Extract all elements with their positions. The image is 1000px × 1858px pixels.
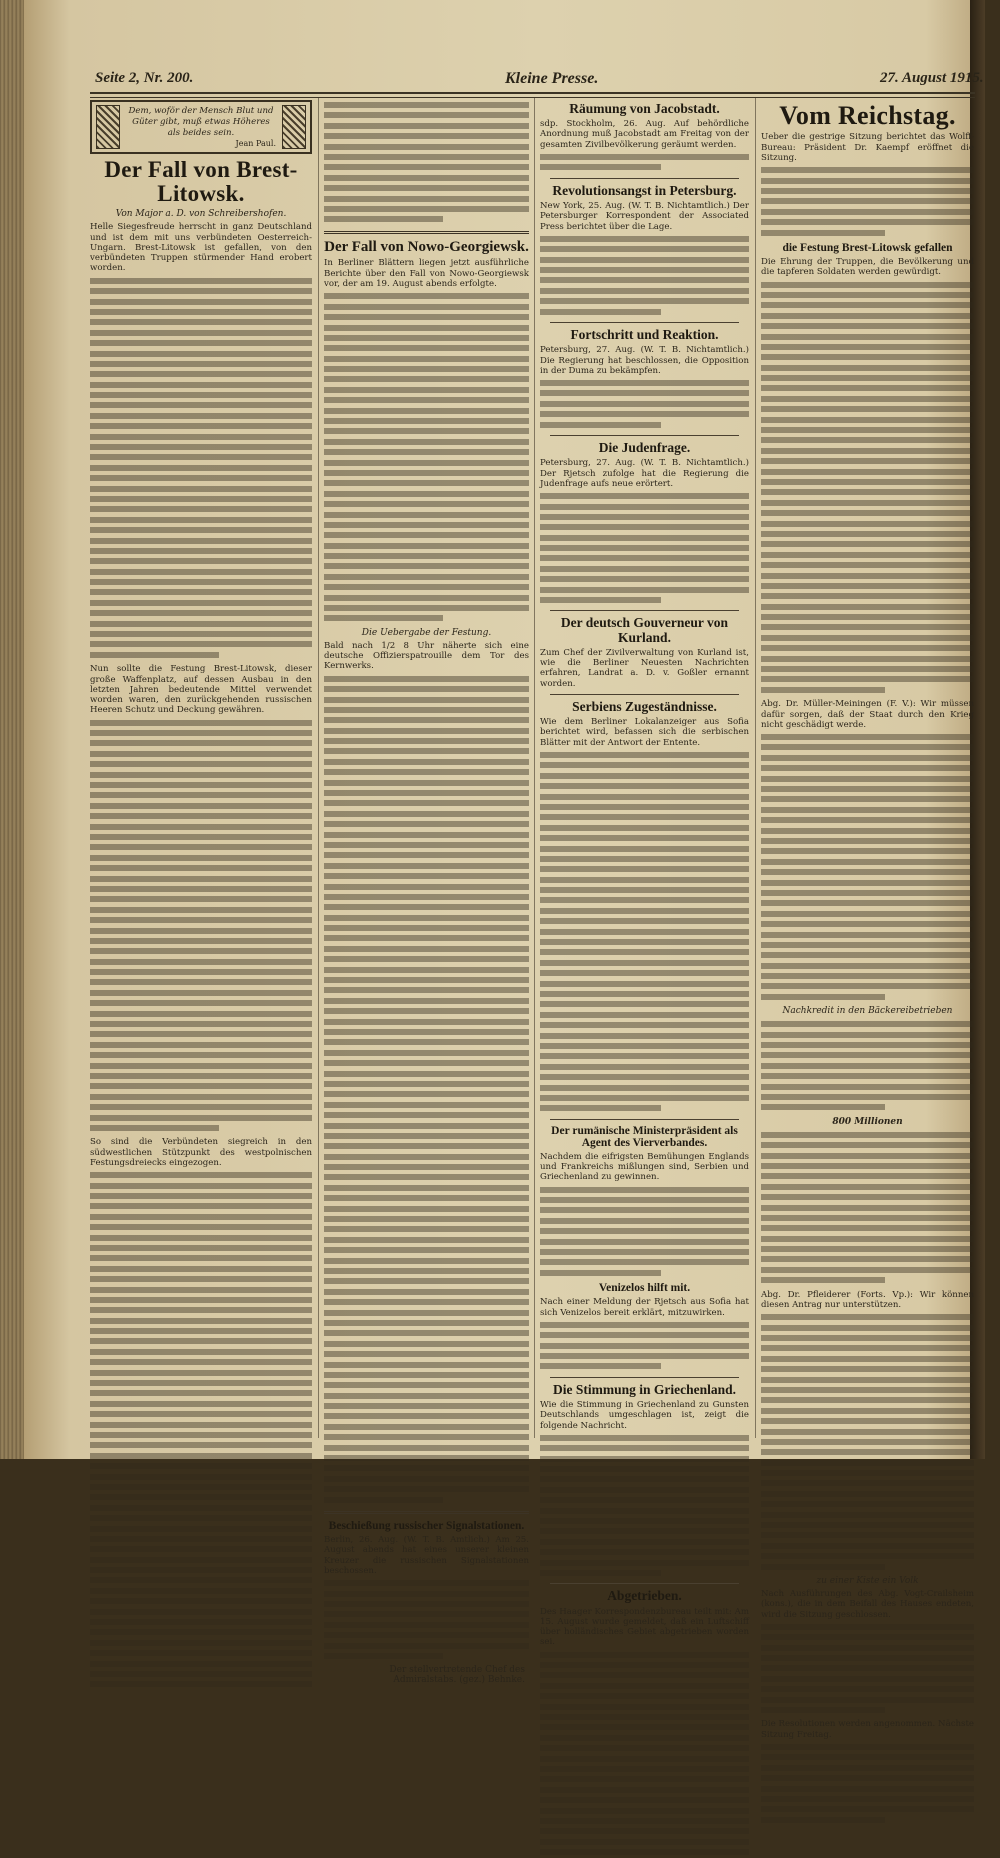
section-separator <box>550 178 739 179</box>
section-separator <box>550 435 739 436</box>
headline-gouverneur-kurland: Der deutsch Gouverneur von Kurland. <box>560 615 729 645</box>
article-paragraph: Nach einer Meldung der Rjetsch aus Sofia hat sich Venizelos bereit erklärt, mitzuwirken. <box>540 1297 749 1318</box>
section-subtitle: Die Uebergabe der Festung. <box>361 627 492 638</box>
headline-stimmung-griechenland: Die Stimmung in Griechenland. <box>552 1381 736 1397</box>
column-1 <box>90 98 312 1443</box>
section-subtitle: zu einer Kiste ein Volk <box>816 1575 919 1586</box>
article-body-text <box>540 152 749 173</box>
article-paragraph: Nachdem die eifrigsten Bemühungen Englands und Frankreichs mißlungen sind, Serbien und Griechenland zu gewinnen. <box>540 1151 749 1183</box>
article-body-text <box>324 100 529 225</box>
column-divider <box>534 98 535 1438</box>
section-subtitle: Nachkredit in den Bäckereibetrieben <box>782 1006 953 1017</box>
article-body-text <box>540 1433 749 1578</box>
article-body-text <box>540 1650 749 1858</box>
article-body-text <box>540 1320 749 1372</box>
article-title-brest-litowsk: Der Fall von Brest-Litowsk. <box>104 157 298 207</box>
article-paragraph: Wie dem Berliner Lokalanzeiger aus Sofia berichtet wird, befassen sich die serbischen Blätter mit der Antwort der Entente. <box>540 717 749 748</box>
article-paragraph: Nun sollte die Festung Brest-Litowsk, dieser große Waffenplatz, auf dessen Ausbau in den letzten Jahren bedeutende Mittel verwendet worden waren, den zurückgehenden russischen Heeren Schutz und Deckung gewähren. <box>90 664 312 716</box>
headline-revolutionsangst: Revolutionsangst in Petersburg. <box>552 182 737 198</box>
article-paragraph: Die Resolutionen werden angenommen. Nächste Sitzung Freitag. <box>761 1719 974 1740</box>
quote-text: Dem, woför der Mensch Blut und Güter gibt, muß etwas Höheres als beides sein. <box>128 106 274 138</box>
article-body-text <box>540 1185 749 1279</box>
headline-fortschritt: Fortschritt und Reaktion. <box>570 327 719 343</box>
article-body-text <box>324 1578 529 1661</box>
quote-author: Jean Paul. <box>235 139 276 148</box>
headline-jacobstadt: Räumung von Jacobstadt. <box>569 101 720 116</box>
article-paragraph: Helle Siegesfreude herrscht in ganz Deutschland und ist dem mit uns verbündeten Oesterreich-Ungarn. Brest-Litowsk ist gefallen, von den verbündeten Truppen stürmender Hand erobert worden. <box>90 222 312 274</box>
article-paragraph: Berlin, 26. Aug. (W. T. B. Amtlich.) Am 25. August abends hat eines unserer kleinen Kreuzer die russischen Signalstationen beschossen. <box>324 1535 529 1576</box>
article-body-text <box>761 1019 974 1113</box>
column-divider <box>318 98 319 1438</box>
article-paragraph: Des Haager Korrespondenzbureau teilt mit: Am 15. August wurde gemeldet, daß ein Luftschiff über holländisches Gebiet abgetrieben worden sei. <box>540 1606 749 1648</box>
ornament-right <box>282 105 306 149</box>
article-body-text <box>540 491 749 605</box>
header-masthead: Kleine Presse. <box>505 70 599 87</box>
article-body-text <box>90 276 312 660</box>
article-paragraph: Bald nach 1/2 8 Uhr näherte sich eine deutsche Offizierspatrouille dem Tor des Kernwerks. <box>324 640 529 672</box>
section-separator <box>550 610 739 611</box>
headline-venizelos: Venizelos hilft mit. <box>598 1282 691 1295</box>
header-date: 27. August 1915. <box>880 70 984 86</box>
article-paragraph: Wie die Stimmung in Griechenland zu Gunsten Deutschlands umgeschlagen ist, zeigt die folgende Nachricht. <box>540 1399 749 1431</box>
article-paragraph: Die Ehrung der Truppen, die Bevölkerung und die tapferen Soldaten werden gewürdigt. <box>761 256 974 278</box>
column-2 <box>324 98 529 1686</box>
article-title-reichstag: Vom Reichstag. <box>779 101 956 130</box>
article-title-signalstationen: Beschießung russischer Signalstationen. <box>328 1519 525 1532</box>
quote-box <box>90 100 312 154</box>
headline-serbiens-zugestaendnisse: Serbiens Zugeständnisse. <box>572 698 717 714</box>
article-signature: Der stellvertretende Chef des Admiralstabs. (gez.) Behnke. <box>389 1665 525 1686</box>
article-paragraph: Abg. Dr. Pfleiderer (Forts. Vp.): Wir können diesen Antrag nur unterstützen. <box>761 1289 974 1310</box>
page-binding-edge <box>0 0 24 1459</box>
article-body-text <box>540 750 749 1114</box>
article-paragraph: Ueber die gestrige Sitzung berichtet das Wolff-Bureau: Präsident Dr. Kaempf eröffnet die Sitzung. <box>761 132 974 163</box>
ornament-left <box>96 105 120 149</box>
section-separator <box>324 1511 529 1514</box>
headline-judenfrage: Die Judenfrage. <box>598 440 691 456</box>
article-paragraph: Petersburg, 27. Aug. (W. T. B. Nichtamtlich.) Der Rjetsch zufolge hat die Regierung die Judenfrage aufs neue erörtert. <box>540 458 749 489</box>
article-body-text <box>761 1312 974 1572</box>
column-3 <box>540 98 749 1648</box>
column-divider <box>755 98 756 1438</box>
article-paragraph: In Berliner Blättern liegen jetzt ausführliche Berichte über den Fall von Nowo-Georgiewsk vor, der am 19. August abends erfolgte. <box>324 258 529 290</box>
article-paragraph: sdp. Stockholm, 26. Aug. Auf behördliche Anordnung muß Jacobstadt am Freitag von der gesamten Zivilbevölkerung geräumt werden. <box>540 119 749 150</box>
section-separator <box>550 1583 739 1584</box>
article-byline: Von Major a. D. von Schreibershofen. <box>115 209 287 220</box>
headline-rumaenischer-ministerpraesident: Der rumänische Ministerpräsident als Agent des Vierverbandes. <box>551 1124 738 1149</box>
section-separator <box>550 1377 739 1378</box>
section-separator <box>550 322 739 323</box>
article-body-text <box>90 1170 312 1690</box>
article-body-text <box>324 291 529 624</box>
article-paragraph: Nach Ausführungen des Abg. Vogt-Crailsheim (kons.), die in dem Beifall des Hauses endeten, wird die Sitzung geschlossen. <box>761 1588 974 1620</box>
article-body-text <box>761 280 974 696</box>
header-page-number: Seite 2, Nr. 200. <box>95 70 194 86</box>
headline-festung-gefallen: die Festung Brest-Litowsk gefallen <box>782 241 953 254</box>
column-4 <box>761 98 974 1740</box>
article-paragraph: New York, 25. Aug. (W. T. B. Nichtamtlich.) Der Petersburger Korrespondent der Associated Press berichtet über die Lage. <box>540 201 749 232</box>
article-body-text <box>540 234 749 317</box>
article-body-text <box>324 674 529 1505</box>
article-body-text <box>761 1622 974 1716</box>
section-subtitle: 800 Millionen <box>832 1116 903 1127</box>
article-body-text <box>761 1130 974 1286</box>
article-paragraph: Abg. Dr. Müller-Meiningen (F. V.): Wir müssen dafür sorgen, daß der Staat durch den Krieg nicht geschädigt werde. <box>761 699 974 730</box>
article-body-text <box>761 732 974 1002</box>
section-separator <box>324 231 529 234</box>
article-paragraph: Petersburg, 27. Aug. (W. T. B. Nichtamtlich.) Die Regierung hat beschlossen, die Opposition in der Duma zu bekämpfen. <box>540 345 749 376</box>
article-title-nowo-georgiewsk: Der Fall von Nowo-Georgiewsk. <box>324 238 529 255</box>
section-separator <box>550 1119 739 1120</box>
section-separator <box>550 694 739 695</box>
headline-abgetrieben: Abgetrieben. <box>607 1588 682 1604</box>
article-paragraph: Zum Chef der Zivilverwaltung von Kurland ist, wie die Berliner Neuesten Nachrichten erfahren, Landrat a. D. v. Goßler ernannt worden. <box>540 647 749 689</box>
article-paragraph: So sind die Verbündeten siegreich in den südwestlichen Stützpunkt des westpolnischen Festungsdreiecks eingezogen. <box>90 1137 312 1168</box>
article-body-text <box>90 718 312 1134</box>
article-body-text <box>540 378 749 430</box>
article-body-text <box>761 165 974 238</box>
article-body-text <box>761 1742 974 1825</box>
